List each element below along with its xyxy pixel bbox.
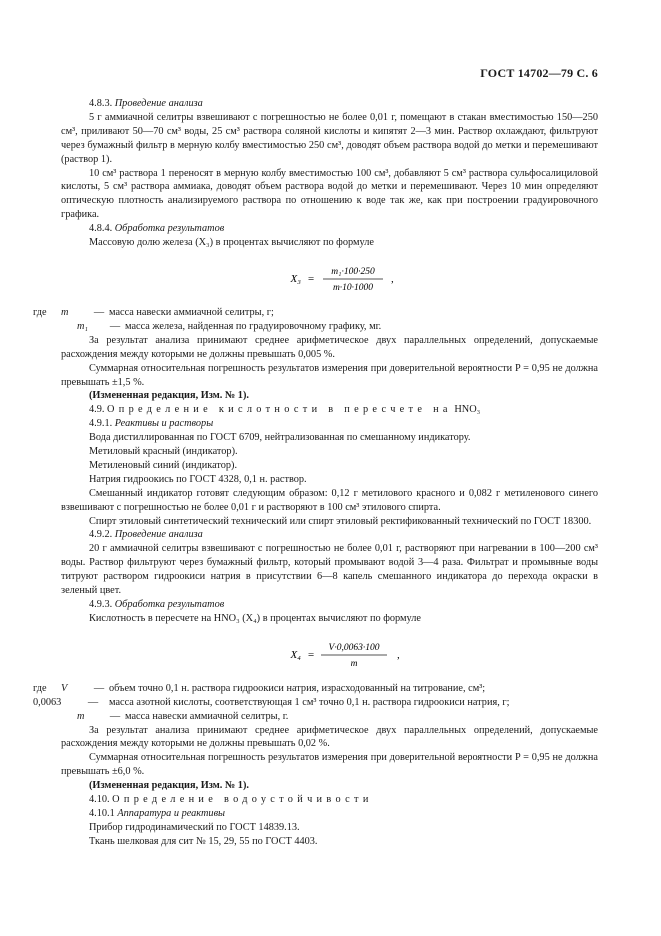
list-item: Метиленовый синий (индикатор). [89,459,238,471]
formula-numerator: V·0,0063·100 [328,642,380,653]
paragraph: 10 см³ раствора 1 переносят в мерную колбу вместимостью 100 см³, добавляют 5 см³ раствора сульфосалициловой кислоты, 5 см³ раствора аммиака, доводят объем раствора водой до метки и перемешивают. Через 10 мин определяют оптическую плотность анализируемого раствора по отношению к воде так же, как при построении градуировочного графика. [61,167,598,221]
formula-x3-svg [61,256,598,300]
where-word: где [33,682,47,694]
section-title: Обработка результатов [114,223,225,235]
amendment-note: (Измененная редакция, Изм. № 1). [89,390,249,402]
formula-denominator: m·10·1000 [332,282,374,293]
def-text: масса азотной кислоты, соответствующая 1 см³ точно 0,1 н. раствора гидроокиси натрия, г; [109,696,510,708]
section-title: Проведение анализа [114,98,203,109]
section-number: 4.9.1. [89,418,113,430]
def-text: масса навески аммиачной селитры, г. [125,710,289,722]
section-number: 4.10. [89,794,110,806]
definition-row [33,306,598,320]
paragraph: Спирт этиловый синтетический технический или спирт этиловый ректификованный технический по ГОСТ 18300. [89,515,592,527]
formula-lhs: X₃ [290,272,301,285]
list-item: Метиловый красный (индикатор). [89,446,238,458]
where-word: где [33,306,47,318]
formula-numerator: m₁·100·250 [331,266,375,277]
def-symbol: m [61,306,69,318]
def-text: объем точно 0,1 н. раствора гидроокиси натрия, израсходованный на титрование, см³; [109,682,486,694]
paragraph: За результат анализа принимают среднее арифметическое двух параллельных определений, допускаемые расхождения между которыми не должны превышать 0,005 %. [61,334,598,360]
section-title-tail: HNO₃ [454,404,481,416]
def-dash: — [93,306,105,318]
def-dash: — [109,710,121,722]
definition-row [33,682,598,696]
def-dash: — [87,696,99,708]
section-4-8-4-heading [61,222,598,236]
list-item: Прибор гидродинамический по ГОСТ 14839.13. [89,821,300,833]
list-item: Натрия гидроокись по ГОСТ 4328, 0,1 н. раствор. [89,473,307,485]
section-number: 4.10.1 [89,807,115,819]
formula-eq: = [307,272,315,285]
paragraph: Смешанный индикатор готовят следующим образом: 0,12 г метилового красного и 0,082 г метиленового синего взвешивают с погрешностью не более 0,01 г и растворяют в 100 см³ этилового спирта. [61,487,598,513]
section-title: Реактивы и растворы [114,418,214,430]
formula-x4 [61,632,598,676]
definition-row [61,320,598,334]
formula-tail: , [391,272,394,285]
section-4-10-heading [61,793,598,807]
section-4-9-2-heading [61,528,598,542]
section-number: 4.8.4. [89,223,113,235]
section-number: 4.9.3. [89,599,113,610]
formula-eq: = [307,648,315,661]
section-title: Определение водоустойчивости [112,794,373,806]
formula-tail: , [397,648,400,661]
amendment-note: (Измененная редакция, Изм. № 1). [89,780,249,792]
section-number: 4.9. [89,404,105,416]
definition-row [33,696,598,710]
section-number: 4.8.3. [89,98,113,109]
paragraph: За результат анализа принимают среднее арифметическое двух параллельных определений, допускаемые расхождения между которыми не должны превышать 0,02 %. [61,724,598,750]
definition-row [61,710,598,724]
section-title: Определение кислотности в пересчете на [107,404,452,416]
paragraph: 5 г аммиачной селитры взвешивают с погрешностью не более 0,01 г, помещают в стакан вместимостью 150—250 см³, приливают 50—70 см³ воды, 25 см³ раствора соляной кислоты и кипятят 2—3 мин. Раствор охлаждают, фильтруют через бумажный фильтр в мерную колбу вместимостью 250 см³, доводят объем раствора водой до метки и перемешивают (раствор 1). [61,111,598,165]
def-symbol: m [77,710,85,722]
document-body [33,97,598,849]
def-text: масса навески аммиачной селитры, г; [109,306,274,318]
paragraph: Суммарная относительная погрешность результатов измерения при доверительной вероятности P = 0,95 не должна превышать ±6,0 %. [61,752,598,778]
formula-denominator: m [350,658,358,669]
section-number: 4.9.2. [89,529,113,541]
def-dash: — [93,682,105,694]
formula-intro: Массовую долю железа (X₃) в процентах вычисляют по формуле [89,237,374,249]
def-text: масса железа, найденная по градуировочному графику, мг. [125,320,382,332]
section-title: Проведение анализа [114,529,203,541]
section-4-9-3-heading [61,598,598,612]
section-4-9-heading [61,403,598,417]
formula-intro: Кислотность в пересчете на HNO₃ (X₄) в процентах вычисляют по формуле [89,612,421,624]
list-item: Вода дистиллированная по ГОСТ 6709, нейтрализованная по смешанному индикатору. [89,432,471,444]
page-header: ГОСТ 14702—79 С. 6 [480,66,598,80]
formula-lhs: X₄ [290,648,301,661]
section-4-8-3-heading [61,97,598,111]
section-4-9-1-heading [61,417,598,431]
paragraph: Суммарная относительная погрешность результатов измерения при доверительной вероятности P = 0,95 не должна превышать ±1,5 %. [61,362,598,388]
section-title: Аппаратура и реактивы [117,807,226,819]
def-dash: — [109,320,121,332]
formula-x4-svg [61,632,598,676]
def-symbol: m₁ [77,320,89,332]
section-4-10-1-heading [61,807,598,821]
list-item: Ткань шелковая для сит № 15, 29, 55 по ГОСТ 4403. [89,835,318,847]
section-title: Обработка результатов [114,599,225,610]
paragraph: 20 г аммиачной селитры взвешивают с погрешностью не более 0,01 г, растворяют при нагревании в 100—200 см³ воды. Раствор фильтруют через бумажный фильтр, который промывают водой 3—4 раза. Фильтрат и промывные воды титруют раствором гидроокиси натрия в присутствии 6—8 капель смешанного индикатора до перехода окраски в зеленый цвет. [61,543,598,597]
def-symbol: 0,0063 [33,696,62,708]
formula-x3 [61,256,598,300]
def-symbol: V [61,682,68,694]
